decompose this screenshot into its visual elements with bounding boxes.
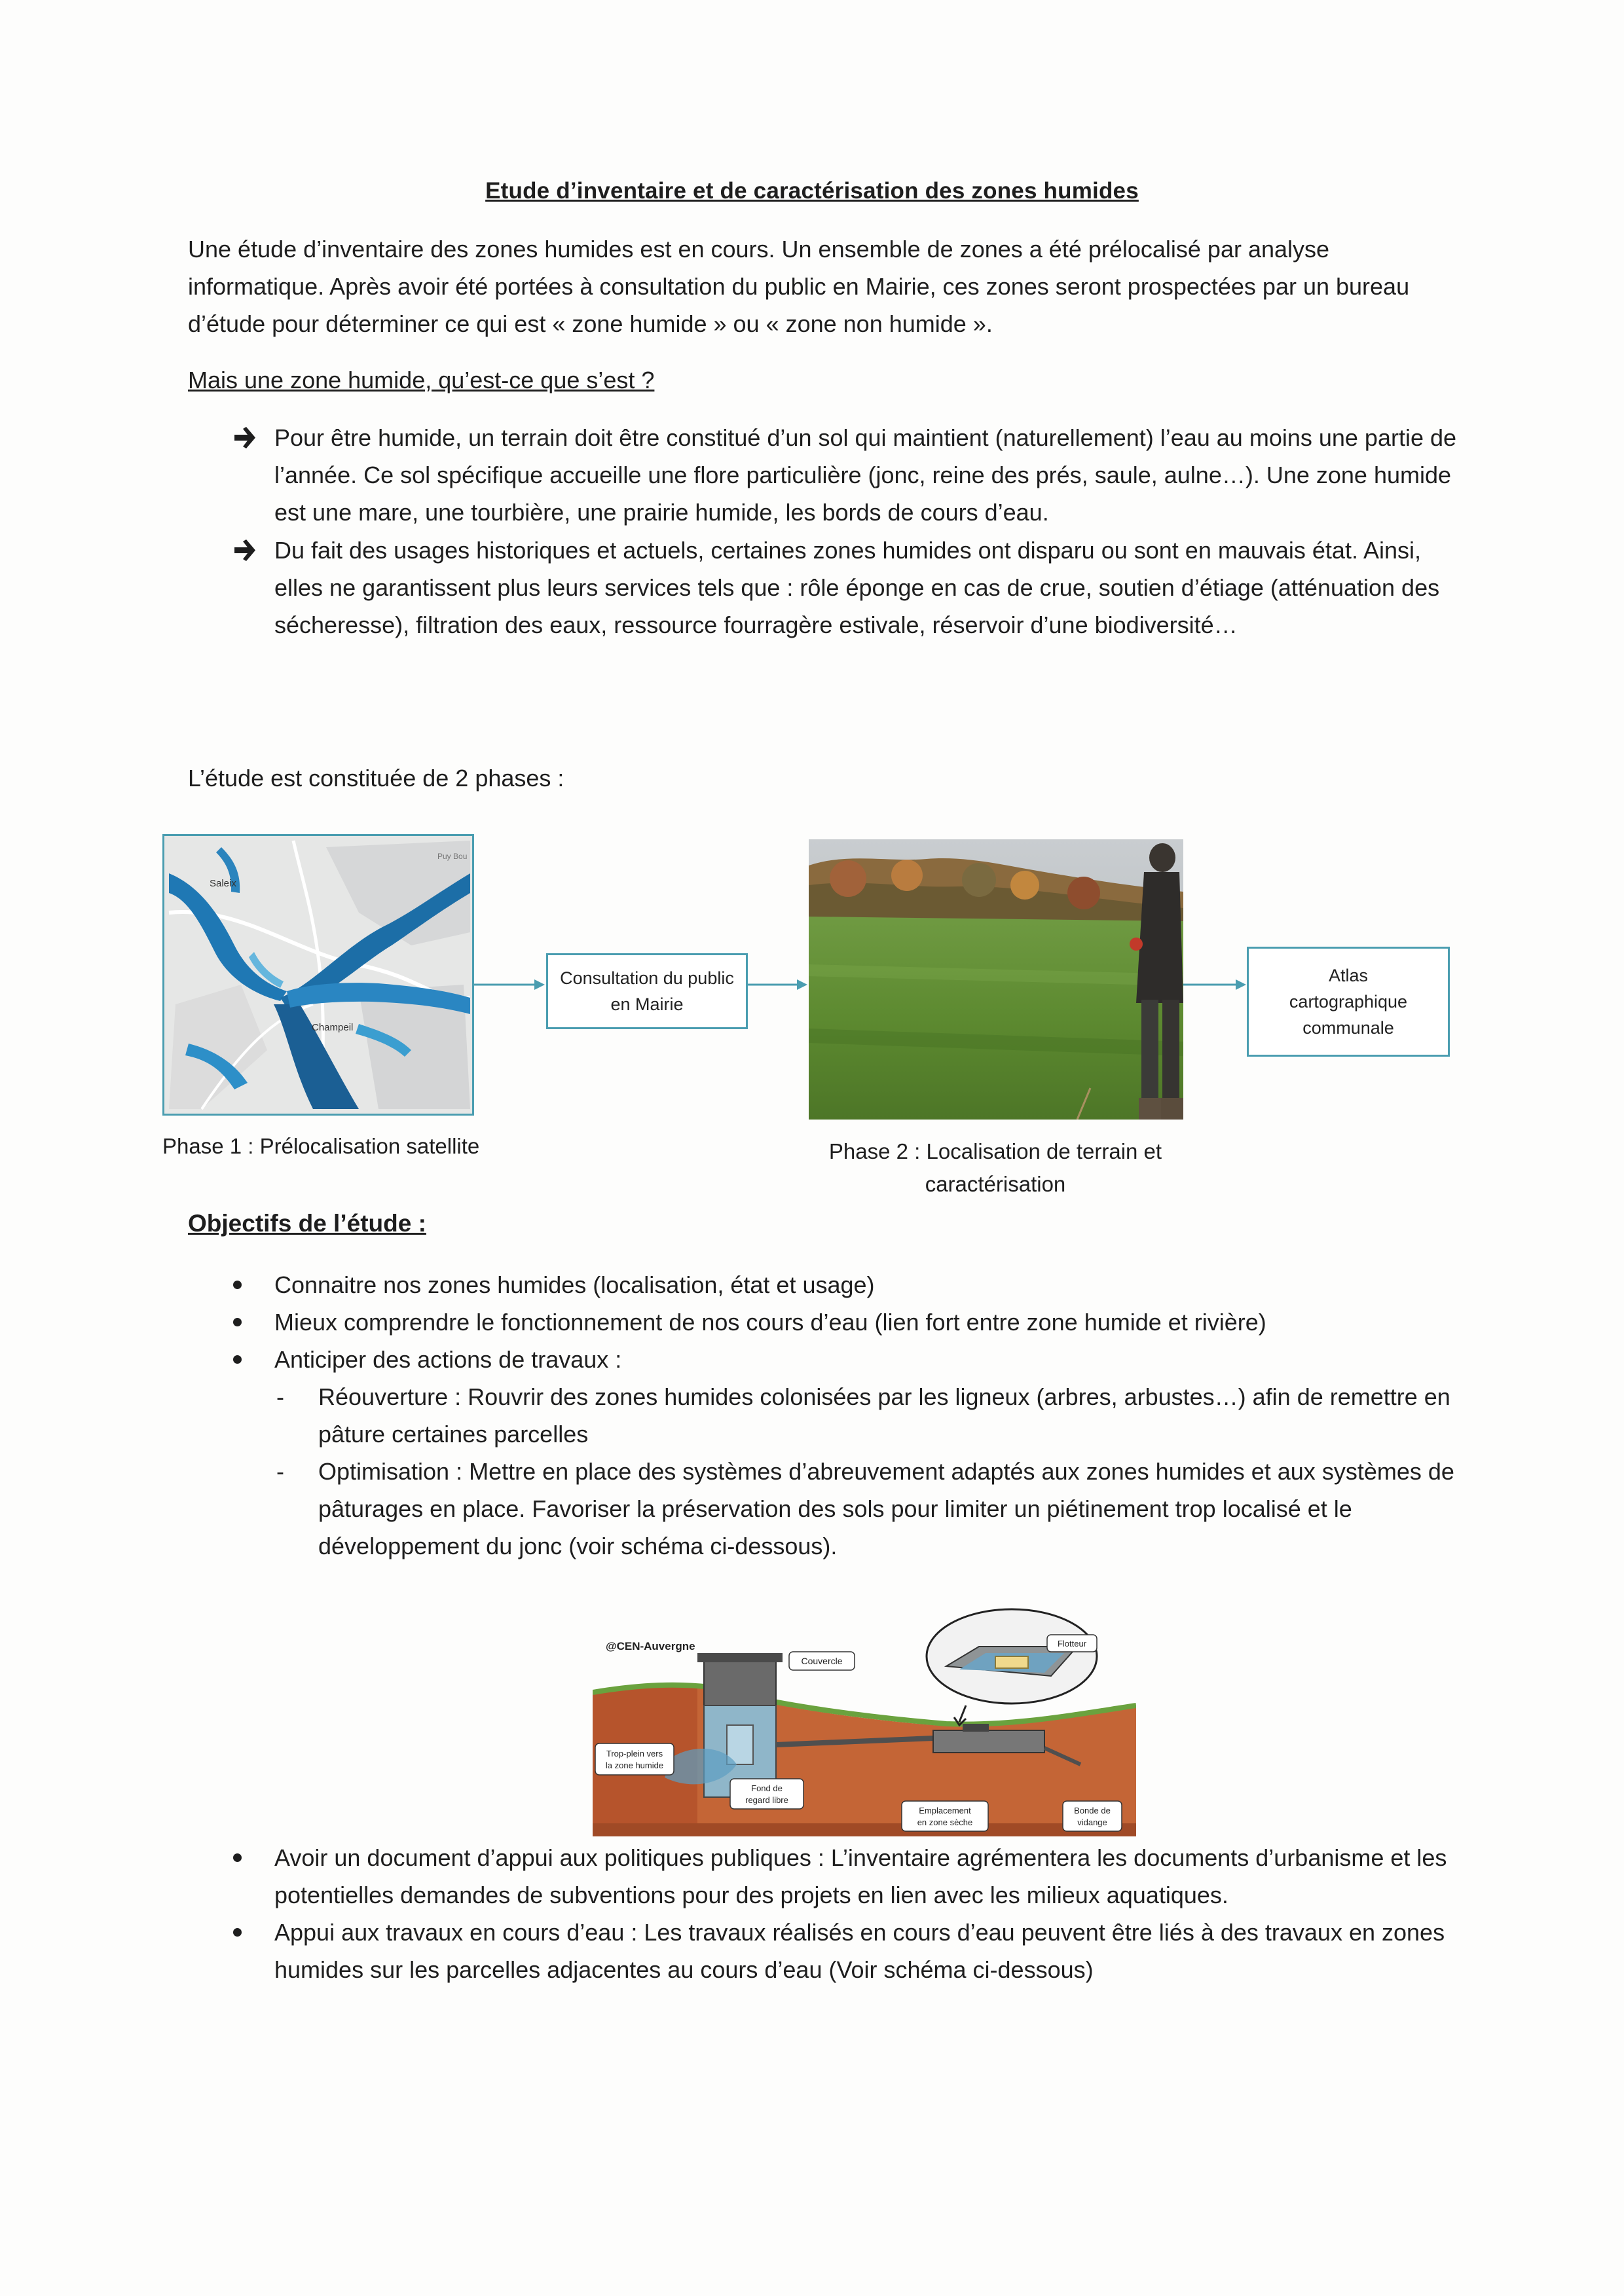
arrow-item-text: Pour être humide, un terrain doit être constitué d’un sol qui maintient (naturellement) l’eau au moins une partie de l’année. Ce sol spécifique accueille une flore particulière (jonc, reine des prés, saule, aulne…). Une zone humide est une mare, une tourbière, une prairie humide, les bords de cours d’eau. xyxy=(274,424,1457,526)
list-item xyxy=(233,1839,1464,1914)
schema-credit: @CEN-Auvergne xyxy=(606,1640,695,1652)
label-fond-1: Fond de xyxy=(751,1783,783,1793)
arrow-list-item xyxy=(233,419,1458,531)
flow-arrow-1 xyxy=(474,977,546,993)
list-item-text: Mieux comprendre le fonctionnement de nos cours d’eau (lien fort entre zone humide et rivière) xyxy=(274,1309,1266,1336)
bullet-icon xyxy=(233,1281,242,1289)
arrow-right-icon xyxy=(232,419,259,456)
water-trough-schema xyxy=(593,1607,1136,1836)
page-title: Etude d’inventaire et de caractérisation des zones humides xyxy=(485,178,1139,204)
label-trop-plein-2: la zone humide xyxy=(605,1760,664,1770)
phase2-caption: Phase 2 : Localisation de terrain et caractérisation xyxy=(828,1139,1162,1196)
bullet-icon xyxy=(233,1853,242,1862)
consultation-box xyxy=(546,953,748,1029)
atlas-box-label: Atlas cartographique communale xyxy=(1289,966,1408,1038)
label-fond-2: regard libre xyxy=(745,1795,788,1805)
list-item-text: Avoir un document d’appui aux politiques publiques : L’inventaire agrémentera les documents d’urbanisme et les potentielles demandes de subventions pour des projets en lien avec les milieux aquatiques. xyxy=(274,1844,1447,1908)
list-item xyxy=(233,1914,1464,1988)
phases-intro: L’étude est constituée de 2 phases : xyxy=(188,765,564,792)
label-couvercle: Couvercle xyxy=(801,1656,843,1666)
list-item xyxy=(233,1303,1464,1341)
field-photo-image xyxy=(809,839,1183,1120)
list-item xyxy=(233,1266,1464,1303)
objectifs-heading: Objectifs de l’étude : xyxy=(188,1210,426,1237)
label-bonde-1: Bonde de xyxy=(1074,1806,1111,1815)
flow-arrow-3 xyxy=(1183,977,1249,993)
satellite-map-image xyxy=(162,834,474,1116)
list-item xyxy=(233,1341,1464,1378)
sub-list-item: - Réouverture : Rouvrir des zones humides colonisées par les ligneux (arbres, arbustes…) afin de remettre en pâture certaines parcelles xyxy=(276,1383,1450,1448)
list-item-text: Connaitre nos zones humides (localisation, état et usage) xyxy=(274,1271,875,1298)
map-label-champeil: Champeil xyxy=(312,1022,354,1033)
flow-arrow-2 xyxy=(746,977,809,993)
sub-item-text: Optimisation : Mettre en place des systèmes d’abreuvement adaptés aux zones humides et aux systèmes de pâturages en place. Favoriser la préservation des sols pour limiter un piétinement trop localisé et le développement du jonc (voir schéma ci-dessous). xyxy=(318,1458,1454,1559)
atlas-box xyxy=(1247,947,1450,1057)
map-label-puy: Puy Bou xyxy=(437,852,468,861)
arrow-right-icon xyxy=(232,532,259,569)
objectifs-list-continued xyxy=(233,1839,1464,1988)
question-heading: Mais une zone humide, qu’est-ce que s’est ? xyxy=(188,367,655,393)
bullet-icon xyxy=(233,1928,242,1937)
sub-item-text: Réouverture : Rouvrir des zones humides colonisées par les ligneux (arbres, arbustes…) afin de remettre en pâture certaines parcelles xyxy=(318,1383,1450,1448)
list-item-text: Appui aux travaux en cours d’eau : Les travaux réalisés en cours d’eau peuvent être liés à des travaux en zones humides sur les parcelles adjacentes au cours d’eau (Voir schéma ci-dessous) xyxy=(274,1919,1445,1983)
label-flotteur: Flotteur xyxy=(1057,1639,1087,1649)
objectifs-list xyxy=(233,1266,1464,1565)
bullet-icon xyxy=(233,1355,242,1364)
sub-list-item: - Optimisation : Mettre en place des systèmes d’abreuvement adaptés aux zones humides et aux systèmes de pâturages en place. Favoriser la préservation des sols pour limiter un piétinement trop localisé et le développement du jonc (voir schéma ci-dessous). xyxy=(276,1458,1454,1559)
arrow-list-item xyxy=(233,532,1458,644)
label-trop-plein-1: Trop-plein vers xyxy=(606,1749,663,1758)
phase1-caption: Phase 1 : Prélocalisation satellite xyxy=(162,1134,480,1158)
intro-paragraph: Une étude d’inventaire des zones humides est en cours. Un ensemble de zones a été prélocalisé par analyse informatique. Après avoir été portées à consultation du public en Mairie, ces zones seront prospectées par un bureau d’étude pour déterminer ce qui est « zone humide » ou « zone non humide ». xyxy=(188,236,1410,337)
consultation-box-label: Consultation du public en Mairie xyxy=(560,968,734,1014)
map-label-saleix: Saleix xyxy=(210,878,236,889)
label-emplacement-1: Emplacement xyxy=(919,1806,971,1815)
arrow-item-text: Du fait des usages historiques et actuels, certaines zones humides ont disparu ou sont en mauvais état. Ainsi, elles ne garantissent plus leurs services tels que : rôle éponge en cas de crue, soutien d’étiage (atténuation des sécheresse), filtration des eaux, ressource fourragère estivale, réservoir d’une biodiversité… xyxy=(274,537,1440,638)
label-emplacement-2: en zone sèche xyxy=(917,1817,973,1827)
bullet-icon xyxy=(233,1318,242,1326)
list-item-text: Anticiper des actions de travaux : xyxy=(274,1346,622,1373)
label-bonde-2: vidange xyxy=(1077,1817,1107,1827)
